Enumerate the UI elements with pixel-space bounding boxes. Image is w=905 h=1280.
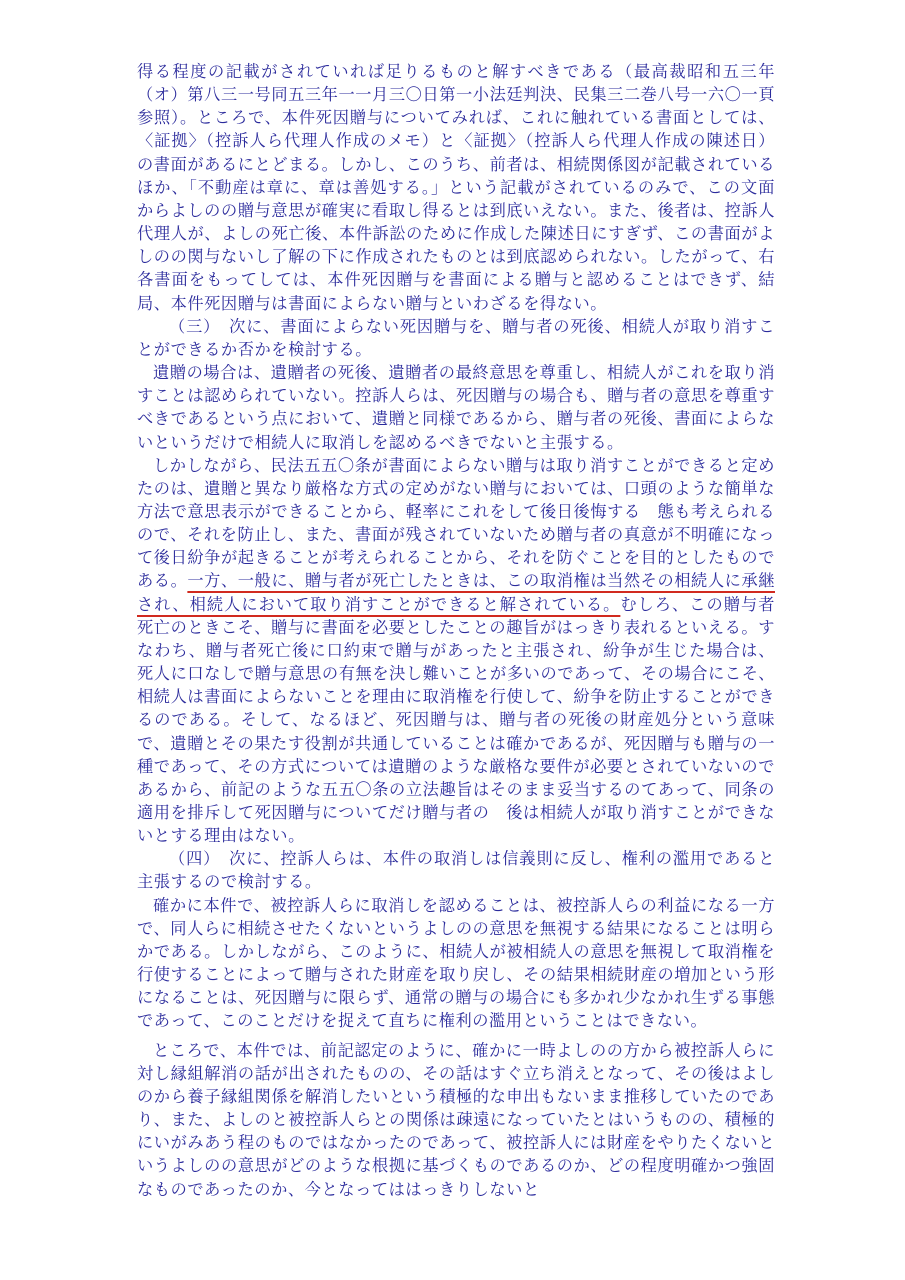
paragraph-4: [137, 454, 775, 848]
highlighted-sentence: 一方、一般に、贈与者が死亡したときは、この取消権は当然その相続人に承継され、相続人において取り消すことができると解されている。: [137, 571, 775, 614]
paragraph-3: 遺贈の場合は、遺贈者の死後、遺贈者の最終意思を尊重し、相続人がこれを取り消すことは認められていない。控訴人らは、死因贈与の場合も、贈与者の意思を尊重すべきであるという点において、遺贈と同様であるから、贈与者の死後、書面によらないというだけで相続人に取消しを認めるべきでないと主張する。: [137, 363, 775, 452]
paragraph-section-3-heading: （三） 次に、書面によらない死因贈与を、贈与者の死後、相続人が取り消すことができるか否かを検討する。: [137, 316, 775, 359]
paragraph-6: 確かに本件で、被控訴人らに取消しを認めることは、被控訴人らの利益になる一方で、同人らに相続させたくないというよしのの意思を無視する結果になることは明らかである。しかしながら、このように、相続人が被相続人の意思を無視して取消権を行使することによって贈与された財産を取り戻し、その結果相続財産の増加という形になることは、死因贈与に限らず、通常の贈与の場合にも多かれ少なかれ生ずる事態であって、このことだけを捉えて直ちに権利の濫用ということはできない。: [137, 895, 775, 1031]
paragraph-1: 得る程度の記載がされていれば足りるものと解すべきである（最高裁昭和五三年（オ）第八三一号同五三年一一月三〇日第一小法廷判決、民集三二巻八号一六〇一頁参照）。ところで、本件死因贈与についてみれば、これに触れている書面としては、〈証拠〉（控訴人ら代理人作成のメモ）と〈証拠〉（控訴人ら代理人作成の陳述日）の書面があるにとどまる。しかし、このうち、前者は、相続関係図が記載されているほか、「不動産は章に、章は善処する。」という記載がされているのみで、この文面からよしのの贈与意思が確実に看取し得るとは到底いえない。また、後者は、控訴人代理人が、よしの死亡後、本件訴訟のために作成した陳述日にすぎず、この書面がよしのの関与ないし了解の下に作成されたものとは到底認められない。したがって、右各書面をもってしては、本件死因贈与を書面による贈与と認めることはできず、結局、本件死因贈与は書面によらない贈与といわざるを得ない。: [137, 62, 775, 313]
document-page: [137, 60, 775, 1201]
paragraph-4-after: むしろ、この贈与者死亡のときこそ、贈与に書面を必要としたことの趣旨がはっきり表れるといえる。すなわち、贈与者死亡後に口約束で贈与があったと主張され、紛争が生じた場合は、死人に口なしで贈与意思の有無を決し難いことが多いのであって、その場合にこそ、相続人は書面によらないことを理由に取消権を行使して、紛争を防止することができるのである。そして、なるほど、死因贈与は、贈与者の死後の財産処分という意味で、遺贈とその果たす役割が共通していることは確かであるが、死因贈与も贈与の一種であって、その方式については遺贈のような厳格な要件が必要とされていないのであるから、前記のような五五〇条の立法趣旨はそのまま妥当するのてあって、同条の適用を排斥して死因贈与についてだけ贈与者の 後は相続人が取り消すことができないとする理由はない。: [137, 594, 775, 846]
paragraph-section-4-heading: （四） 次に、控訴人らは、本件の取消しは信義則に反し、権利の濫用であると主張するので検討する。: [137, 849, 775, 892]
paragraph-4-before: しかしながら、民法五五〇条が書面によらない贈与は取り消すことができると定めたのは、遺贈と異なり厳格な方式の定めがない贈与においては、口頭のような簡単な方法で意思表示ができることから、軽率にこれをして後日後悔する 態も考えられるので、それを防止し、また、書面が残されていないため贈与者の真意が不明確になって後日紛争が起きることが考えられることから、それを防ぐことを目的としたものである。: [137, 455, 775, 591]
paragraph-7: ところで、本件では、前記認定のように、確かに一時よしのの方から被控訴人らに対し縁組解消の話が出されたものの、その話はすぐ立ち消えとなって、その後はよしのから養子縁組関係を解消したいという積極的な申出もないまま推移していたのであり、また、よしのと被控訴人らとの関係は疎遠になっていたとはいうものの、積極的にいがみあう程のものではなかったのであって、被控訴人には財産をやりたくないというよしのの意思がどのような根拠に基づくものであるのか、どの程度明確かつ強固なものであったのか、今となってははっきりしないと: [137, 1040, 775, 1199]
